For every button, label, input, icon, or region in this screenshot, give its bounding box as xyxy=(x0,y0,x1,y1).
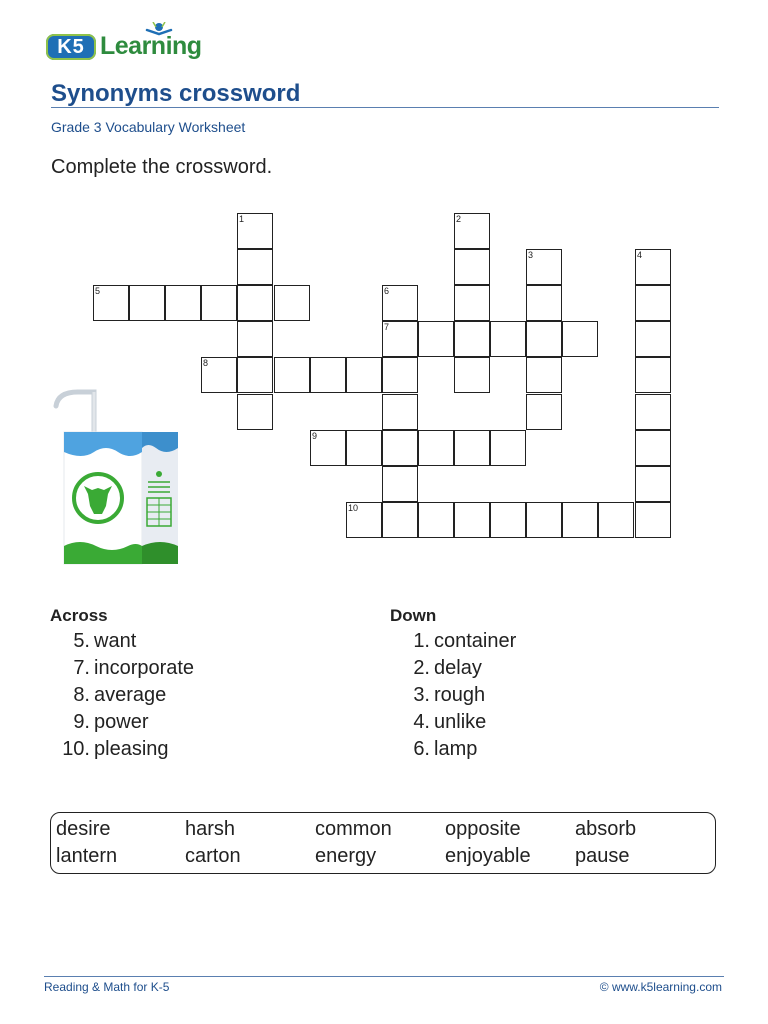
across-heading: Across xyxy=(50,606,108,625)
crossword-cell[interactable] xyxy=(382,357,418,393)
crossword-cell[interactable] xyxy=(635,285,671,321)
crossword-cell[interactable] xyxy=(346,430,382,466)
crossword-cell[interactable] xyxy=(490,430,526,466)
crossword-cell[interactable] xyxy=(237,357,273,393)
across-clue xyxy=(58,738,169,761)
page-title: Synonyms crossword xyxy=(51,80,301,107)
clue-number: 7. xyxy=(73,657,90,679)
crossword-cell[interactable] xyxy=(274,285,310,321)
clue-text: incorporate xyxy=(94,657,195,679)
crossword-cell[interactable] xyxy=(237,249,273,285)
crossword-cell[interactable] xyxy=(346,502,382,538)
word-bank-item: absorb xyxy=(575,818,637,840)
crossword-cell[interactable] xyxy=(635,357,671,393)
logo-mark: K5 xyxy=(46,34,96,60)
crossword-cell[interactable] xyxy=(93,285,129,321)
crossword-cell[interactable] xyxy=(562,502,598,538)
crossword-cell[interactable] xyxy=(418,321,454,357)
crossword-cell[interactable] xyxy=(635,430,671,466)
page-subtitle: Grade 3 Vocabulary Worksheet xyxy=(51,119,246,135)
cell-number: 9 xyxy=(312,431,318,441)
crossword-cell[interactable] xyxy=(635,502,671,538)
cell-number: 3 xyxy=(528,250,534,260)
crossword-cell[interactable] xyxy=(274,357,310,393)
across-clue xyxy=(58,630,136,653)
crossword-cell[interactable] xyxy=(454,430,490,466)
word-bank-item: carton xyxy=(185,845,241,867)
crossword-cell[interactable] xyxy=(454,357,490,393)
down-clue xyxy=(398,738,477,761)
crossword-cell[interactable] xyxy=(526,321,562,357)
clue-text: unlike xyxy=(434,711,487,733)
crossword-cell[interactable] xyxy=(526,394,562,430)
juice-box-icon xyxy=(48,388,182,568)
crossword-cell[interactable] xyxy=(382,394,418,430)
crossword-cell[interactable] xyxy=(310,357,346,393)
crossword-cell[interactable] xyxy=(635,321,671,357)
cell-number: 7 xyxy=(384,322,390,332)
clue-text: delay xyxy=(434,657,482,679)
crossword-cell[interactable] xyxy=(490,502,526,538)
clue-number: 8. xyxy=(73,684,90,706)
down-heading: Down xyxy=(390,606,437,625)
crossword-cell[interactable] xyxy=(237,321,273,357)
word-bank-item: energy xyxy=(315,845,377,867)
crossword-cell[interactable] xyxy=(454,321,490,357)
across-clue xyxy=(58,657,194,680)
clue-number: 2. xyxy=(413,657,430,679)
crossword-cell[interactable] xyxy=(454,213,490,249)
cell-number: 2 xyxy=(456,214,462,224)
clue-number: 9. xyxy=(73,711,90,733)
across-clue xyxy=(58,684,166,707)
cell-number: 6 xyxy=(384,286,390,296)
cell-number: 4 xyxy=(637,250,643,260)
word-bank-item: lantern xyxy=(56,845,118,867)
down-clue xyxy=(398,711,486,734)
k5-learning-logo[interactable] xyxy=(44,22,204,66)
crossword-cell[interactable] xyxy=(562,321,598,357)
clue-text: container xyxy=(434,630,517,652)
clue-text: rough xyxy=(434,684,486,706)
clue-text: power xyxy=(94,711,149,733)
footer-website-link[interactable]: © www.k5learning.com xyxy=(599,980,722,994)
clue-text: average xyxy=(94,684,167,706)
clue-number: 10. xyxy=(62,738,90,760)
crossword-cell[interactable] xyxy=(635,394,671,430)
crossword-cell[interactable] xyxy=(165,285,201,321)
crossword-cell[interactable] xyxy=(382,502,418,538)
down-clue xyxy=(398,684,485,707)
cell-number: 1 xyxy=(239,214,245,224)
crossword-cell[interactable] xyxy=(237,213,273,249)
crossword-cell[interactable] xyxy=(237,394,273,430)
instructions: Complete the crossword. xyxy=(51,156,273,178)
clue-text: lamp xyxy=(434,738,478,760)
across-clue xyxy=(58,711,148,734)
clue-number: 1. xyxy=(413,630,430,652)
cell-number: 10 xyxy=(348,503,359,513)
logo-wordmark: Learning xyxy=(100,32,202,60)
crossword-cell[interactable] xyxy=(201,357,237,393)
crossword-cell[interactable] xyxy=(129,285,165,321)
word-bank-item: enjoyable xyxy=(445,845,531,867)
crossword-cell[interactable] xyxy=(526,357,562,393)
clue-number: 3. xyxy=(413,684,430,706)
footer-tagline: Reading & Math for K-5 xyxy=(44,980,170,994)
clue-number: 5. xyxy=(73,630,90,652)
crossword-cell[interactable] xyxy=(310,430,346,466)
crossword-cell[interactable] xyxy=(454,285,490,321)
crossword-cell[interactable] xyxy=(237,285,273,321)
logo-person-icon xyxy=(144,22,174,44)
crossword-cell[interactable] xyxy=(454,502,490,538)
clue-number: 6. xyxy=(413,738,430,760)
clue-number: 4. xyxy=(413,711,430,733)
crossword-cell[interactable] xyxy=(526,502,562,538)
word-bank-item: harsh xyxy=(185,818,236,840)
crossword-cell[interactable] xyxy=(598,502,634,538)
cell-number: 8 xyxy=(203,358,209,368)
down-clue xyxy=(398,657,482,680)
word-bank-item: pause xyxy=(575,845,630,867)
crossword-cell[interactable] xyxy=(526,249,562,285)
footer-divider xyxy=(44,976,724,977)
crossword-cell[interactable] xyxy=(418,430,454,466)
cell-number: 5 xyxy=(95,286,101,296)
crossword-cell[interactable] xyxy=(382,466,418,502)
title-divider xyxy=(51,107,719,108)
crossword-cell[interactable] xyxy=(382,321,418,357)
crossword-cell[interactable] xyxy=(454,249,490,285)
crossword-cell[interactable] xyxy=(526,285,562,321)
word-bank xyxy=(50,812,716,874)
word-bank-item: opposite xyxy=(445,818,521,840)
clue-text: pleasing xyxy=(94,738,169,760)
crossword-cell[interactable] xyxy=(382,430,418,466)
crossword-cell[interactable] xyxy=(346,357,382,393)
crossword-cell[interactable] xyxy=(201,285,237,321)
down-clue xyxy=(398,630,516,653)
clue-text: want xyxy=(94,630,137,652)
crossword-cell[interactable] xyxy=(490,321,526,357)
crossword-cell[interactable] xyxy=(418,502,454,538)
word-bank-item: common xyxy=(315,818,392,840)
crossword-cell[interactable] xyxy=(635,466,671,502)
word-bank-item: desire xyxy=(56,818,111,840)
crossword-cell[interactable] xyxy=(635,249,671,285)
crossword-cell[interactable] xyxy=(382,285,418,321)
